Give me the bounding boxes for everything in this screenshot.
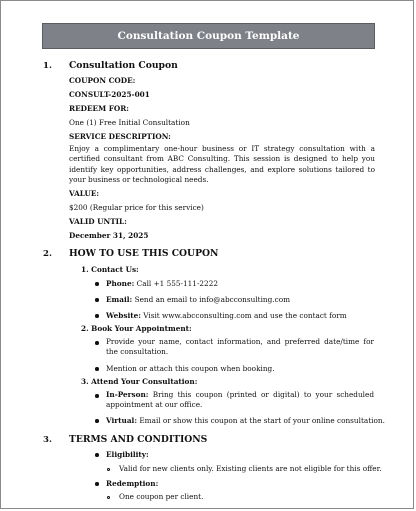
section-2-number: 2. [43,249,52,259]
page-title: Consultation Coupon Template [42,23,375,49]
valid-until-label: VALID UNTIL: [69,217,127,226]
website-item: Website: Visit www.abcconsulting.com and use the contact form [106,311,347,320]
bullet-dot [95,394,99,398]
book-item-2: Mention or attach this coupon when booking. [106,364,275,373]
bullet-dot [95,482,99,486]
section-3-heading: TERMS AND CONDITIONS [69,434,208,445]
redeem-label: REDEEM FOR: [69,104,129,113]
step-2-label: 2. Book Your Appointment: [81,324,192,333]
phone-item: Phone: Call +1 555-111-2222 [106,279,218,288]
service-description-label: SERVICE DESCRIPTION: [69,132,171,141]
bullet-dot [95,341,99,345]
valid-until-value: December 31, 2025 [69,231,149,240]
bullet-dot [95,282,99,286]
virtual-item: Virtual: Email or show this coupon at the start of your online consultation. [106,416,385,425]
value-value: $200 (Regular price for this service) [69,203,204,212]
service-description-text: Enjoy a complimentary one-hour business or IT strategy consultation with a certified consultant from ABC Consulting. This session is designed to help you identify key opportunities, address challenges, and explore solutions tailored to your business or technological needs. [69,144,375,185]
step-1-label: 1. Contact Us: [81,265,139,274]
sub-bullet-circle [107,468,110,471]
bullet-dot [95,419,99,423]
section-1-number: 1. [43,61,52,71]
eligibility-label: Eligibility: [106,450,149,459]
step-3-label: 3. Attend Your Consultation: [81,377,198,386]
coupon-code-value: CONSULT-2025-001 [69,90,150,99]
sub-bullet-circle [107,496,110,499]
bullet-dot [95,367,99,371]
section-2-heading: HOW TO USE THIS COUPON [69,248,219,259]
redemption-label: Redemption: [106,479,159,488]
book-item-1: Provide your name, contact information, and preferred date/time for the consultation. [106,337,374,357]
section-3-number: 3. [43,435,52,445]
coupon-code-label: COUPON CODE: [69,76,136,85]
in-person-item: In-Person: Bring this coupon (printed or digital) to your scheduled appointment at our office. [106,390,374,410]
bullet-dot [95,298,99,302]
email-item: Email: Send an email to info@abcconsulting.com [106,295,291,304]
eligibility-item: Valid for new clients only. Existing clients are not eligible for this offer. [119,464,382,473]
section-1-heading: Consultation Coupon [69,60,178,71]
value-label: VALUE: [69,189,100,198]
bullet-dot [95,453,99,457]
bullet-dot [95,314,99,318]
redeem-value: One (1) Free Initial Consultation [69,118,190,127]
redemption-item: One coupon per client. [119,492,204,501]
